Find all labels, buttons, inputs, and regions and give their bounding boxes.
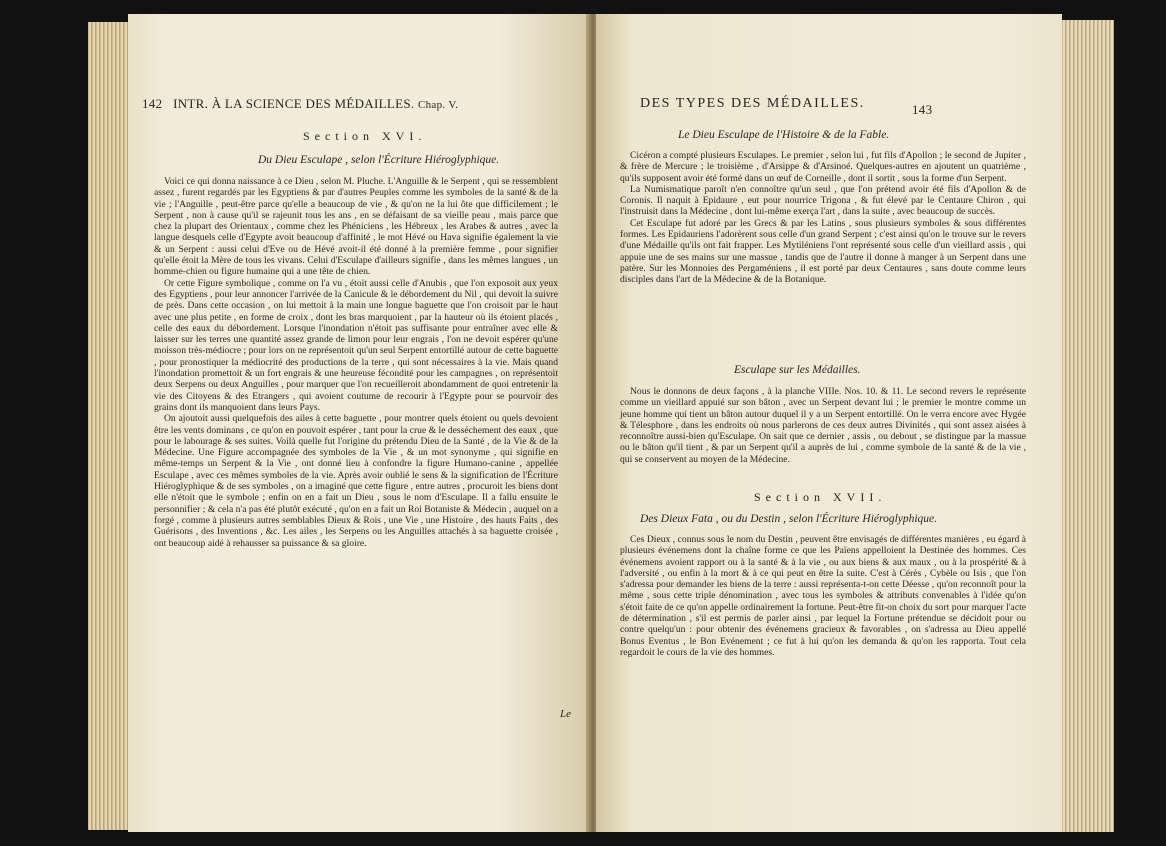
right-paragraph: Nous le donnons de deux façons , à la planche VIIIe. Nos. 10. & 11. Le second revers le représente comme un vieillard appuié sur son bâton , avec un Serpent devant lui ; le premier le montre comme un jeune homme qui tient un bâton autour duquel il y a un Serpent entortillé. On le verra encore avec Hygée & Télesphore , dans les endroits où nous parlerons de ces deux autres Divinités , qui sont assez aisées à reconnoître aussi-bien qu'Esculape. On sait que ce dernier , assis , ou debout , se distingue par la massue ou le bâton qu'il tient , & par un Serpent qu'il a auprès de lui , comme symbole de la santé & de la vie , qui se conservent au moyen de la Médecine.	[620, 386, 1026, 465]
right-paragraph: Cicéron a compté plusieurs Esculapes. Le premier , selon lui , fut fils d'Apollon ; le second de Jupiter , & frère de Mercure ; le troisième , d'Arsippe & d'Arsinoé. Quelques-autres en ajoutent un quatrième , qu'ils supposent avoir été formé dans un œuf de Corneille , dont il sortit , sous la forme d'un Serpent.	[620, 150, 1026, 184]
left-chapter: Chap. V.	[418, 99, 459, 111]
left-body	[154, 176, 558, 549]
left-page	[128, 14, 590, 832]
right-subtitle-2: Esculape sur les Médailles.	[734, 364, 861, 376]
left-paragraph: Or cette Figure symbolique , comme on l'a vu , étoit aussi celle d'Anubis , que l'on exposoit aux yeux des Egyptiens , pour leur annoncer l'arrivée de la Canicule & le débordement du Nil , qui devoit la suivre de près. Dans cette occasion , on lui mettoit à la main une longue baguette que l'on croisoit par le haut avec une plus petite , en forme de croix , dont les bras marquoient , par la hauteur où ils étoient placés , celle des eaux du débordement. Lorsque l'inondation n'étoit pas suffisante pour entraîner avec elle & laisser sur les terres une quantité assez grande de limon pour leur engrais , l'on ne devoit espérer qu'une moisson très-médiocre ; pour lors on ne représentoit qu'un seul Serpent entortillé autour de cette baguette , pour pronostiquer la médiocrité des productions de la terre , qui sont nécessaires à la vie. Mais quand l'inondation promettoit & un fort engrais & une heureuse fécondité pour les campagnes , on représentoit deux Serpens ou deux Anguilles , pour marquer que l'on recueilleroit abondamment de quoi entretenir la vie des Citoyens & des Etrangers , qui avoient coutume de recourir à l'Egypte pour se pourvoir des grains dont ils manquoient dans leurs Pays.	[154, 277, 558, 413]
right-running-title: DES TYPES DES MÉDAILLES.	[640, 96, 865, 111]
right-page-number: 143	[912, 102, 933, 117]
left-running-head	[142, 96, 458, 112]
right-page	[596, 14, 1062, 832]
right-paragraph: Ces Dieux , connus sous le nom du Destin , peuvent être envisagés de différentes manières , eu égard à plusieurs événemens dont la chaîne forme ce que les Païens appelloient la Destinée des hommes. Ces événemens avoient rapport ou à la santé & à la vie , ou aux biens & aux maux , ou à la prospérité & à l'adversité , ou enfin à la mort & à ce qui peut en être la suite. C'est à Cérès , Cybèle ou Isis , que l'on s'adressa pour demander les biens de la terre : aussi représenta-t-on cette Déesse , qu'on reconnoît pour la même , sous cette triple dénomination , avec tous les symboles & attributs convenables à l'idée qu'on s'étoit faite de ce qu'on appelle ordinairement la fortune. Peut-être fit-on choix du sort pour marquer l'acte de détermination , s'il est permis de parler ainsi , par lequel la Fortune prétendue se décidoit pour ou contre quelqu'un : pour obtenir des événemens gracieux & favorables , on s'adressa au Dieu appellé Bonus Eventus , le Bon Evénement ; ce fut à lui qu'on les demanda & qu'on les rapporta. Tout cela regardoit le cours de la vie des hommes.	[620, 534, 1026, 658]
left-catchword: Le	[560, 708, 571, 720]
left-subtitle: Du Dieu Esculape , selon l'Écriture Hiéroglyphique.	[258, 154, 500, 166]
left-paragraph: On ajoutoit aussi quelquefois des ailes à cette baguette , pour montrer quels étoient ou quels devoient être les vents dominans , ce qu'on en pouvoit espérer , tant pour la crue & le desséchement des eaux , que pour le labourage & ses suites. Voilà quelle fut l'origine du prétendu Dieu de la Santé , de la Vie & de la Médecine. Une Figure accompagnée des symboles de la Vie , & un mot synonyme , qui signifie en même-temps un Serpent & la Vie , ont donné lieu à confondre la figure Humano-canine , appellée Esculape , avec ces mêmes symboles de la vie. Après avoir oublié le sens & la signification de l'Écriture Hiéroglyphique & de ses symboles , on a imaginé que cette figure , entre autres , procuroit les biens dont elle n'étoit que le symbole ; enfin on en a fait un Dieu , sous le nom d'Esculape. Il a fallu ensuite le personnifier ; & cela n'a pas été plutôt exécuté , qu'on en a fait un Roi Botaniste & Médecin , auquel on a forgé , comme à plusieurs autres semblables Dieux & Rois , une Vie , une Histoire , des hauts Faits , des Guérisons , des Inventions , &c. Les ailes , les Serpens ou les Anguilles attachés à sa baguette croisée , ont beaucoup aidé à rehausser sa puissance & sa gloire.	[154, 413, 558, 549]
right-subtitle: Le Dieu Esculape de l'Histoire & de la Fable.	[678, 129, 890, 141]
right-paragraph: Cet Esculape fut adoré par les Grecs & par les Latins , sous plusieurs symboles & sous différentes formes. Les Epidauriens l'adorèrent sous celle d'un grand Serpent ; c'est ainsi qu'on le trouve sur le revers d'une Médaille qu'ils ont fait frapper. Les Mytiléniens l'ont représenté sous celle d'un vieillard assis , qui appuie une de ses mains sur une massue , tandis que de l'autre il donne à manger à un Serpent dans une patère. Sur les Monnoies des Pergaméniens , il est porté par deux Centaures , sans doute comme leurs disciples dans l'art de la Médecine & de la Botanique.	[620, 217, 1026, 286]
right-subtitle-3: Des Dieux Fata , ou du Destin , selon l'Écriture Hiéroglyphique.	[640, 513, 938, 525]
left-page-edges	[88, 22, 132, 830]
left-paragraph: Voici ce qui donna naissance à ce Dieu , selon M. Pluche. L'Anguille & le Serpent , qui se ressemblent assez , furent regardés par les Egyptiens & par d'autres Peuples comme les symboles de la santé & de la vie ; l'Anguille , peut-être parce qu'elle a beaucoup de vie , & qu'on ne la lui ôte que difficilement ; le Serpent , non à cause qu'il se rajeunit tous les ans , en se défaisant de sa vieille peau , mais parce que chez la plupart des Orientaux , comme chez les Phéniciens , les Hébreux , les Arabes & autres , avec la langue desquels celle d'Egypte avoit beaucoup d'affinité , le mot Hévé ou Hava signifie également la vie & un Serpent : aussi celui d'Eve ou de Hévé avoit-il été donné à la première femme , pour signifier qu'elle étoit la Mère de tous les vivans. Celui d'Esculape d'ailleurs signifie , dans les mêmes langues , un homme-chien ou figure humaine qui a une tête de chien.	[154, 176, 558, 278]
right-body-3	[620, 534, 1026, 658]
right-body-1	[620, 150, 1026, 286]
right-paragraph: La Numismatique paroît n'en connoître qu'un seul , que l'on prétend avoir été fils d'Apollon & de Coronis. Il naquit à Epidaure , eut pour nourrice Trigona , & fut élevé par le Centaure Chiron , qui l'instruisit dans la Médecine , dont lui-même exerça l'art , dans la suite , avec beaucoup de succès.	[620, 183, 1026, 218]
right-section-title: Section XVII.	[754, 490, 887, 504]
left-section-title: Section XVI.	[303, 129, 427, 143]
left-page-number: 142	[142, 96, 163, 111]
left-running-title: INTR. À LA SCIENCE DES MÉDAILLES.	[173, 96, 415, 111]
right-body-2	[620, 386, 1026, 465]
right-page-edges	[1058, 20, 1114, 832]
